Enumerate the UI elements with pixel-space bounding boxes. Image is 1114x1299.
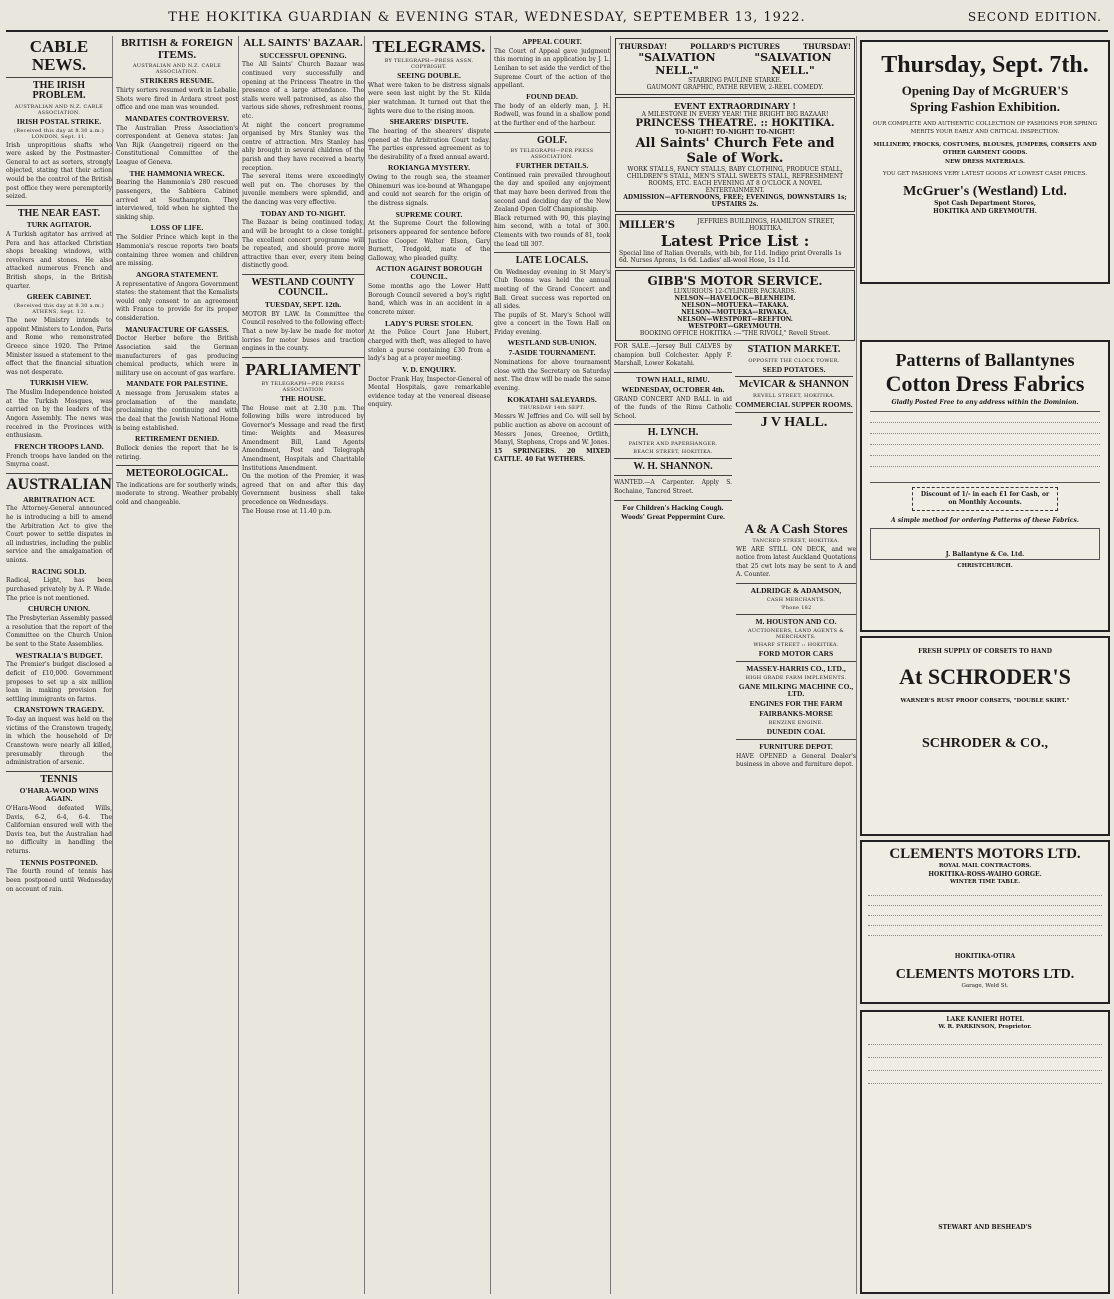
film-title: "SALVATION NELL." <box>754 51 832 77</box>
article-text: The Australian Press Association's correspondent at Geneva states: Jan Van Rijk (Aangetrei) rigeerd on the Constitutional Committee of the League of Geneva. <box>116 124 238 166</box>
article-text: What were taken to be distress signals were seen last night by the St. Kilda pier watchman. It turned out that the lights were due to the rising moon. <box>368 81 490 115</box>
classified: WANTED.—A Carpenter. Apply S. Rochaine, Tancred Street. <box>614 479 732 495</box>
event-title: Sale of Work. <box>686 151 784 166</box>
masthead <box>6 4 1108 32</box>
agency-credit: BY TELEGRAPH—PRESS ASSN. COPYRIGHT. <box>384 57 474 70</box>
store-name: A & A Cash Stores <box>744 521 848 536</box>
headline-parliament: PARLIAMENT <box>245 359 361 379</box>
business-name: GANE MILKING MACHINE CO., LTD. <box>738 681 854 699</box>
ad-headline: FRESH SUPPLY OF CORSETS TO HAND <box>918 648 1052 655</box>
ad-body: YOU GET FASHIONS VERY LATEST GOODS AT LOWEST CASH PRICES. <box>882 170 1088 177</box>
subhead: LOSS OF LIFE. <box>150 223 204 233</box>
ad-headline: Opening Day of McGRUER'S <box>901 83 1069 98</box>
subhead: TURK AGITATOR. <box>26 220 92 230</box>
headline-all-saints-bazaar: ALL SAINTS' BAZAAR. <box>243 37 363 49</box>
product: FORD MOTOR CARS <box>758 648 834 658</box>
remedy-ad: Woods' Great Peppermint Cure. <box>621 512 725 522</box>
route: HOKITIKA-ROSS-WAIHO GORGE. <box>928 870 1042 878</box>
product: DUNEDIN COAL <box>766 727 826 737</box>
ad-millers <box>615 214 855 268</box>
article-text: At the Police Court Jane Hubert, charged with theft, was alleged to have stolen a purse containing £30 from a lady's bag at a prayer meeting. <box>368 329 490 363</box>
classified: FOR SALE.—Jersey Bull CALVES by champion bull Colchester. Apply F. Marshall, Lower Kokatahi. <box>614 343 732 368</box>
article-text: A Turkish agitator has arrived at Pera and has attacked Christian shops breaking windows, with revolvers and stones. He also attacked numerous French and British shops, in the British quarter. <box>6 231 112 290</box>
headline-near-east: THE NEAR EAST. <box>17 207 101 219</box>
ad-fete <box>615 97 855 212</box>
ad-headline: Spring Fashion Exhibition. <box>910 99 1060 114</box>
agency-credit: BY TELEGRAPH—PER PRESS ASSOCIATION <box>261 380 345 393</box>
service-sub: LUXURIOUS 12-CYLINDER PACKARDS. <box>673 288 797 295</box>
article-text: Messrs W. Jeffries and Co. will sell by public auction as above on account of Messrs Jones, Greenoe, Ortlith, Manyl, Stephens, Crops and W. Jones. <box>494 413 610 447</box>
timetable-title: WINTER TIME TABLE. <box>949 878 1021 885</box>
route: NELSON—MOTUEKA—RIWAKA. <box>681 309 789 316</box>
article-text: Doctor Frank Hay, Inspector-General of Mental Hospitals, gave remarkable evidence today at the venereal disease enquiry. <box>368 375 490 409</box>
article-text: The Court of Appeal gave judgment this morning in an application by J. L. Lenihan to set aside the verdict of the Supreme Court of the action of the appellant. <box>494 47 610 90</box>
agency-credit: BY TELEGRAPH—PER PRESS ASSOCIATION. <box>510 148 594 160</box>
business-name: STEWART AND BESHEAD'S <box>938 1223 1032 1231</box>
store-name: MILLER'S <box>619 219 676 231</box>
article-text: The indications are for southerly winds, moderate to strong. Weather probably cold and changeable. <box>116 481 238 506</box>
sale-list: 15 SPRINGERS. 20 MIXED CATTLE. 40 Fat WETHERS. <box>494 447 610 464</box>
subhead: SUPREME COURT. <box>395 209 463 219</box>
article-text: The House rose at 11.40 p.m. <box>242 507 332 515</box>
business-address: WHARF STREET :: HOKITIKA. <box>753 641 839 648</box>
store-name: SCHRODER & CO., <box>921 735 1048 751</box>
article-text: French troops have landed on the Smyrna coast. <box>6 452 112 469</box>
ad-day: THURSDAY! <box>802 42 851 51</box>
article-text: The Premier's budget disclosed a deficit of £10,000. Government proposes to set up a six million loan in making provision for settling immigrants on farms. <box>6 661 112 703</box>
route: WESTPORT—GREYMOUTH. <box>688 323 782 330</box>
business-name: H. LYNCH. <box>647 427 699 439</box>
event-tagline: A MILESTONE IN EVERY YEAR! THE BRIGHT BIG BAZAAR! <box>641 111 829 118</box>
article-text: The Presbyterian Assembly passed a resolution that the report of the Committee on the Church Union be sent to the State Assemblies. <box>6 615 112 648</box>
subhead: FRENCH TROOPS LAND. <box>14 441 104 451</box>
film-supporting: GAUMONT GRAPHIC, PATHE REVIEW, 2-REEL COMEDY. <box>646 84 824 91</box>
business-name: MASSEY-HARRIS CO., LTD., <box>746 663 846 673</box>
subhead: LADY'S PURSE STOLEN. <box>384 318 473 328</box>
subhead: STRIKERS RESUME. <box>140 76 214 86</box>
edition-label: SECOND EDITION. <box>967 10 1102 24</box>
date: WEDNESDAY, OCTOBER 4th. <box>621 384 725 394</box>
event-tonight: TO-NIGHT! TO-NIGHT! TO-NIGHT! <box>675 129 795 136</box>
subhead: CHURCH UNION. <box>27 604 91 614</box>
article-text: O'Hara-Wood defeated Wills, Davis, 6-2, 6-4, 6-4. The Californian ensured well with the Davis tea, but the Australian had no difficulty in handling the returns. <box>6 805 112 856</box>
column-cable-news <box>6 36 113 1294</box>
article-text: On the motion of the Premier, it was agreed that on and after this day Government business shall take precedence on Wednesdays. <box>242 473 364 507</box>
subhead: V. D. ENQUIRY. <box>402 364 456 374</box>
subhead: APPEAL COURT. <box>522 37 582 46</box>
product: ENGINES FOR THE FARM <box>749 699 843 709</box>
event-venue: PRINCESS THEATRE. :: HOKITIKA. <box>635 118 835 129</box>
store-sub: Spot Cash Department Stores, <box>934 200 1036 207</box>
article-text: Radical, Light, has been purchased privately by A. P. Wade. The price is not mentioned. <box>6 577 112 602</box>
article-text: Nominations for above tournament close with the Secretary on Saturday next. The draw will be made the same evening. <box>494 359 610 392</box>
article-text: A message from Jerusalem states a proclamation of the mandate, proclaiming the continuing and with the deal that the Jewish National Home is being established. <box>116 390 238 432</box>
article-text: The Soldier Prince which kept in the Hammonia's rescue reports two boats containing three women and children are missing. <box>116 234 238 268</box>
route: NELSON—MOTUEKA—TAKAKA. <box>681 302 789 309</box>
article-text: The Bazaar is being continued today, and will be brought to a close tonight. The excellent concert programme will be repeated, and should prove more attractive than ever, every item being distinctly good. <box>242 219 364 270</box>
product: SEED POTATOES. <box>762 364 826 374</box>
subhead: ANGORA STATEMENT. <box>135 269 219 279</box>
article-text: To-day an inquest was held on the victims of the Cranstown tragedy, in which the household of Dr Cranstown were nearly all killed, presumably through the administration of arsenic. <box>6 716 112 767</box>
headline-irish-problem: THE IRISH PROBLEM. <box>32 79 86 102</box>
store-address: JEFFRIES BUILDINGS, HAMILTON STREET, HOKITIKA. <box>697 218 835 232</box>
service-title: GIBB'S MOTOR SERVICE. <box>647 274 823 288</box>
article-text: At night the concert programme organised by Mrs Stanley was the centre of attraction. Mrs Stanley has ably brought in several children of the parish and they have received a hearty reception. <box>242 121 364 172</box>
remedy-ad: For Children's Hacking Cough. <box>622 502 724 512</box>
coupon-company: J. Ballantyne & Co. Ltd. <box>945 551 1025 558</box>
article-text: On Wednesday evening in St Mary's Club Rooms was held the annual meeting of the Grand Concert and Ball. Great success was reported on all sides. <box>494 268 610 311</box>
article-text: The House met at 2.30 p.m. The following bills were introduced by Governor's Message and read the first time: Weights and Measures Amendment Bill, Land Agents Amendment, Post and Telegraph Amendment, Hospitals and Charitable Institutions Amendment. <box>242 404 364 472</box>
classified: GRAND CONCERT AND BALL in aid of the funds of the Rimu Catholic School. <box>614 395 732 420</box>
ad-lake-kanieri-hotel <box>860 1010 1110 1294</box>
article-text: At the Supreme Court the following prisoners appeared for sentence before Justice Cooper. Walter Elson, Gary Burnett, Tredgold, mate of the Galloway, who pleaded guilty. <box>368 220 490 262</box>
ad-gibbs-motor <box>615 270 855 341</box>
subhead: ARBITRATION ACT. <box>23 494 95 504</box>
subhead: SEEING DOUBLE. <box>397 70 461 80</box>
business-address: BEACH STREET, HOKITIKA. <box>633 448 713 455</box>
subhead: CRANSTOWN TRAGEDY. <box>14 705 104 715</box>
route: NELSON—WESTPORT—REEFTON. <box>677 316 793 323</box>
event-banner: EVENT EXTRAORDINARY ! <box>674 101 796 111</box>
ad-body: WE ARE STILL ON DECK, and we notice from latest Auckland Quotations that 25 cwt lots may be sent to A and A. Counter. <box>736 545 856 579</box>
article-text: A representative of Angora Government states: the statement that the Kemalists would only consent to an agreement with France to provide for its proper consideration. <box>116 280 238 322</box>
article-text: The body of an elderly man, J. H. Rodwell, was found in a shallow pond at the further end of the harbour. <box>494 102 610 127</box>
ad-clements-motors <box>860 840 1110 1004</box>
agency-credit: AUSTRALIAN AND N.Z. CABLE ASSOCIATION. <box>132 63 222 76</box>
dateline: (Received this day at 8.30 a.m.) ATHENS, Sept. 12. <box>14 303 104 316</box>
ad-headline: Patterns of Ballantynes <box>895 350 1075 370</box>
subhead: 7-ASIDE TOURNAMENT. <box>508 348 596 358</box>
ad-body: MILLINERY, FROCKS, COSTUMES, BLOUSES, JUMPERS, CORSETS AND OTHER GARMENT GOODS. <box>873 142 1097 156</box>
ad-title: POLLARD'S PICTURES <box>690 42 780 51</box>
ad-store: At SCHRODER'S <box>899 664 1071 689</box>
hotel-name: LAKE KANIERI HOTEL <box>946 1016 1024 1023</box>
column-local-news <box>494 36 611 1294</box>
event-details: WORK STALLS, FANCY STALLS, BABY CLOTHING, PRODUCE STALL, CHILDREN'S STALL, MEN'S STALL SWEETS STALL, REFRESHMENT ROOMS, ETC. EACH EVENING AT 8 O'CLOCK A NOVEL ENTERTAINMENT. <box>626 166 844 194</box>
subhead: ACTION AGAINST BOROUGH COUNCIL. <box>375 264 483 282</box>
business-trade: AUCTIONEERS, LAND AGENTS & MERCHANTS. <box>747 627 845 640</box>
article-text: The pupils of St. Mary's School will give a concert in the Town Hall on Friday evening. <box>494 311 610 336</box>
ad-schroders <box>860 636 1110 836</box>
article-text: Bullock denies the report that he is retiring. <box>116 445 238 461</box>
subhead: FURTHER DETAILS. <box>515 161 589 170</box>
masthead-title: THE HOKITIKA GUARDIAN & EVENING STAR, WEDNESDAY, SEPTEMBER 13, 1922. <box>168 9 806 25</box>
headline-cable-news: CABLE NEWS. <box>29 37 89 74</box>
price-list <box>870 411 1100 483</box>
article-text: The All Saints' Church Bazaar was continued very successfully and opening at the Princess Theatre in the presence of a large attendance. The stalls were well patronised, as also the various side shows, refreshment rooms, etc. <box>242 61 364 120</box>
subhead: ROKIANGA MYSTERY. <box>388 163 470 173</box>
subhead: SHEARERS' DISPUTE. <box>389 117 469 127</box>
venue: TOWN HALL, RIMU. <box>636 374 710 384</box>
business-name: McVICAR & SHANNON <box>739 379 849 391</box>
store-name: McGruer's (Westland) Ltd. <box>903 184 1067 199</box>
coupon-city: CHRISTCHURCH. <box>957 563 1013 569</box>
order-coupon[interactable] <box>870 528 1100 560</box>
ad-subhead: Gladly Posted Free to any address within the Dominion. <box>891 399 1079 406</box>
article-text: The hearing of the shearers' dispute opened at the Arbitration Court today. The parties expressed agreement as to the desirability of a fixed annual award. <box>368 127 490 161</box>
business-name: CLEMENTS MOTORS LTD. <box>889 846 1081 862</box>
business-address: OPPOSITE THE CLOCK TOWER. <box>748 357 840 364</box>
subhead: TODAY AND TO-NIGHT. <box>260 208 346 218</box>
subhead: THE HAMMONIA WRECK. <box>129 168 225 178</box>
ad-subhead: NEW DRESS MATERIALS. <box>945 159 1025 165</box>
article-text: Black returned with 90, this playing him second, with a total of 300. Clements with two rounds of 81, took the lead till 307. <box>494 214 610 248</box>
article-text: The fourth round of tennis has been postponed until Wednesday on account of rain. <box>6 868 112 893</box>
booking-office: BOOKING OFFICE HOKITIKA :—"THE RIVOLI," Revell Street. <box>639 330 831 337</box>
headline-telegrams: TELEGRAMS. <box>372 37 486 56</box>
business-name: STATION MARKET. <box>747 344 841 355</box>
headline-tennis: TENNIS <box>40 773 78 785</box>
business-trade: COMMERCIAL SUPPER ROOMS. <box>735 399 853 409</box>
film-title: "SALVATION NELL." <box>638 51 716 77</box>
subhead: GREEK CABINET. <box>26 292 92 302</box>
article-text: The Attorney-General announced he is introducing a bill to amend the Arbitration Act to give the Court power to settle disputes in all industries, including the public service and the amalgamation of unions. <box>6 505 112 565</box>
article-text: Owing to the rough sea, the steamer Ohinemuri was ice-bound at Whangape and could not search for the origin of the distress signals. <box>368 174 490 207</box>
event-title: All Saints' Church Fete and <box>635 136 835 151</box>
route: NELSON—HAVELOCK—BLENHEIM. <box>674 295 796 302</box>
product: FAIRBANKS-MORSE <box>759 709 833 719</box>
subhead: RETIREMENT DENIED. <box>134 434 220 444</box>
business-trade: HIGH GRADE FARM IMPLEMENTS. <box>745 674 847 681</box>
business-name: M. HOUSTON AND CO. <box>755 616 837 626</box>
subhead: MANUFACTURE OF GASSES. <box>125 324 229 334</box>
route: HOKITIKA-OTIRA <box>954 953 1016 960</box>
business-name: CLEMENTS MOTORS LTD. <box>895 967 1075 982</box>
ad-ballantynes <box>860 340 1110 632</box>
price-list-items: Special line of Italian Overalls, with bib, for 11d. Indigo print Overalls 1s 6d. Nurses Aprons, 1s 6d. Ladies' all-wool Hose, 1s 11d. <box>619 250 842 264</box>
subhead: TURKISH VIEW. <box>29 378 89 388</box>
article-text: Continued rain prevailed throughout the day and spoiled any enjoyment that may have been derived from the second and deciding day of the New Zealand Open Golf Championship. <box>494 171 610 214</box>
headline-meteorological: METEOROLOGICAL. <box>126 468 228 480</box>
article-text: Irish unpropitious shafts who were asked by the Postmaster-General to act as sorters, strongly objected, stating that their action would be the control of the British post office they were peremptorily seized. <box>6 141 112 201</box>
headline-golf: GOLF. <box>537 134 567 146</box>
subhead: O'HARA-WOOD WINS AGAIN. <box>19 786 99 804</box>
store-address: TANCRED STREET, HOKITIKA. <box>752 537 840 544</box>
product: BENZINE ENGINE. <box>768 720 824 727</box>
headline-late-locals: LATE LOCALS. <box>515 255 589 267</box>
store-towns: HOKITIKA AND GREYMOUTH. <box>933 208 1037 215</box>
subhead: WESTRALIA'S BUDGET. <box>15 650 103 660</box>
business-trade: ROYAL MAIL CONTRACTORS. <box>938 863 1032 869</box>
column-a-and-a <box>736 520 856 1290</box>
subhead: MANDATES CONTROVERSY. <box>125 113 229 123</box>
subhead: TENNIS POSTPONED. <box>20 857 98 867</box>
article-text: MOTOR BY LAW. In Committee the Council resolved to the following effect: That a new by-law be made for motor lorries for motor buses and traction engines in the county. <box>242 310 364 353</box>
business-phone: 'Phone 182 <box>780 604 812 611</box>
business-address: REVELL STREET, HOKITIKA. <box>753 392 835 399</box>
business-trade: PAINTER AND PAPERHANGER. <box>628 440 718 447</box>
article-text: Thirty sorters resumed work in Lebalie. Shots were fired in Ardara street post office and one man was wounded. <box>116 86 238 112</box>
subhead: FOUND DEAD. <box>526 91 578 101</box>
headline-british-foreign: BRITISH & FOREIGN ITEMS. <box>121 37 233 61</box>
price-list-title: Latest Price List : <box>660 232 810 250</box>
headline-westland-county: WESTLAND COUNTY COUNCIL. <box>251 276 355 299</box>
dateline: (Received this day at 8.30 a.m.) LONDON, Sept. 11. <box>14 127 104 140</box>
article-text: The several items were exceedingly well put on. The choruses by the juvenile members were splendid, and the dancing was very effective. <box>242 173 364 206</box>
subhead: IRISH POSTAL STRIKE. <box>16 116 102 126</box>
business-name: J V HALL. <box>760 414 828 430</box>
article-text: Doctor Herber before the British Association said the German manufacturers of gas producing chemical products, which were in military use on account of gas warfare. <box>116 335 238 377</box>
film-star: STARRING PAULINE STARKE. <box>688 77 782 84</box>
business-address: Garage, Weld St. <box>961 983 1009 989</box>
article-text: Some months ago the Lower Hutt Borough Council severed a boy's right hand, which was in an accident in a concrete mixer. <box>368 283 490 316</box>
article-text: The new Ministry intends to appoint Ministers to London, Paris and Rome who remonstrated Greece since 1920. The Prime Minister issued a statement to the effect that the financial situation was not desperate. <box>6 317 112 376</box>
hotel-proprietor: W. R. PARKINSON, Proprietor. <box>938 1024 1032 1030</box>
agency-credit: AUSTRALIAN AND N.Z. CABLE ASSOCIATION. <box>14 103 104 116</box>
ad-headline: Cotton Dress Fabrics <box>885 371 1085 396</box>
article-text: Bearing the Hammonia's 280 rescued passengers, the Sabbiera Cabinet arrived at Southampton. They interviewed, told when he sighted the sinking ship. <box>116 179 238 221</box>
business-name: ALDRIDGE & ADAMSON, <box>750 586 842 596</box>
business-name: W. H. SHANNON. <box>633 460 713 472</box>
ad-body: WARNER'S RUST PROOF CORSETS, "DOUBLE SKIRT." <box>900 698 1070 704</box>
discount-box: Discount of 1/- in each £1 for Cash, or on Monthly Accounts. <box>912 487 1058 511</box>
dateline: THURSDAY 14th SEPT. <box>519 405 585 412</box>
ad-day: THURSDAY! <box>619 42 668 51</box>
subhead: KOKATAHI SALEYARDS. <box>507 394 597 404</box>
ad-body: OUR COMPLETE AND AUTHENTIC COLLECTION OF FASHIONS FOR SPRING MERITS YOUR EARLY AND CRITICAL INSPECTION. <box>872 121 1098 135</box>
column-british-foreign <box>116 36 239 1294</box>
business-trade: CASH MERCHANTS. <box>766 596 826 603</box>
business-name: FURNITURE DEPOT. <box>759 741 833 751</box>
subhead: TUESDAY, SEPT. 12th. <box>264 299 342 309</box>
subhead: THE HOUSE. <box>280 393 326 403</box>
column-all-saints <box>242 36 365 1294</box>
headline-australian: AUSTRALIAN <box>6 475 112 493</box>
ad-mcgruers <box>860 40 1110 284</box>
subhead: RACING SOLD. <box>31 566 87 576</box>
event-admission: ADMISSION—AFTERNOONS, FREE; EVENINGS, DOWNSTAIRS 1s; UPSTAIRS 2s. <box>623 194 847 208</box>
article-text: The Muslim Independence hoisted at the Turkish Mosques, was carried on by the leaders of the Angora Assembly. The news was received in the Provinces with enthusiasm. <box>6 389 112 440</box>
column-telegrams <box>368 36 491 1294</box>
ad-body: HAVE OPENED a General Dealer's business in above and furniture depot. <box>736 752 856 769</box>
ad-pollards-pictures <box>615 38 855 95</box>
subhead: WESTLAND SUB-UNION. <box>507 338 597 348</box>
coupon-title: A simple method for ordering Patterns of these Fabrics. <box>891 517 1079 524</box>
subhead: SUCCESSFUL OPENING. <box>259 50 347 60</box>
subhead: MANDATE FOR PALESTINE. <box>126 379 228 389</box>
ad-date: Thursday, Sept. 7th. <box>881 52 1089 78</box>
